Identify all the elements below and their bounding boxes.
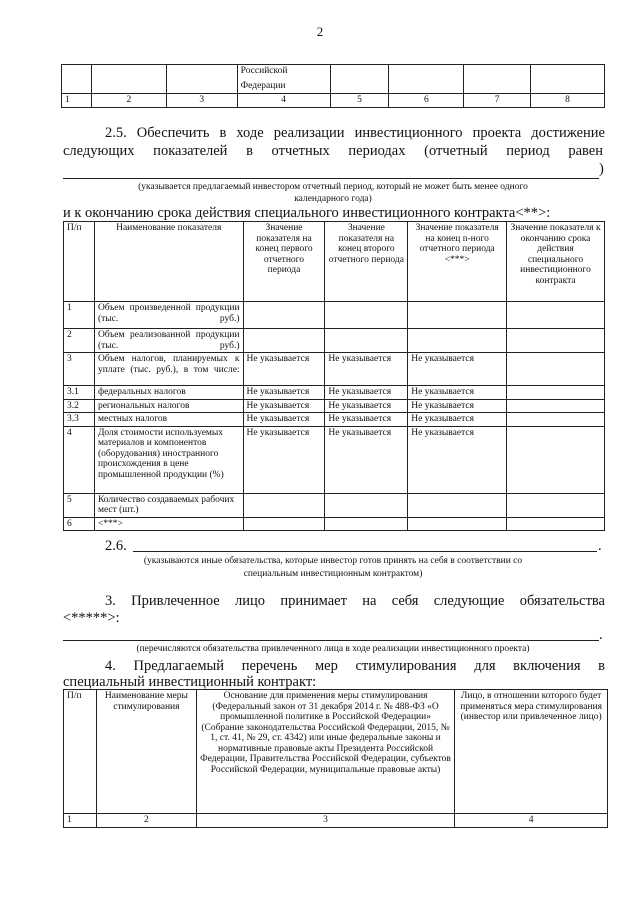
- top-cell-text-2: Федерации: [240, 80, 286, 91]
- s25-close-paren: ): [599, 161, 604, 177]
- table-cell: [243, 493, 325, 517]
- s25-line3: и к окончанию срока действия специального инвестиционного контракта<**>:: [63, 205, 551, 221]
- top-cell: [531, 65, 605, 94]
- table-row: [64, 353, 605, 386]
- na-cell: Не указывается: [325, 386, 408, 400]
- header-name: Наименование показателя: [94, 222, 243, 302]
- s25-line2: следующих показателей в отчетных периодах (отчетный период равен: [63, 143, 603, 159]
- header-pp: П/п: [64, 690, 97, 814]
- table-cell: [507, 493, 605, 517]
- s26-note-1: (указываются иные обязательства, которые инвестор готов принять на себя в соответствии со: [143, 556, 523, 566]
- s26-label: 2.6.: [105, 538, 127, 554]
- table-row: [64, 302, 605, 329]
- na-cell: Не указывается: [243, 413, 325, 427]
- na-cell: Не указывается: [408, 426, 507, 493]
- row-number: 3.2: [64, 399, 95, 413]
- header-applicable-party: Лицо, в отношении которого будет применяться мера стимулирования (инвестор или привлеченное лицо): [455, 690, 608, 814]
- na-cell: Не указывается: [325, 426, 408, 493]
- col-number: 3: [166, 94, 237, 108]
- row-number: 4: [64, 426, 95, 493]
- table-cell: [507, 329, 605, 353]
- col-number: 8: [531, 94, 605, 108]
- row-name: Объем налогов, планируемых к уплате (тыс. руб.), в том числе:: [94, 353, 243, 386]
- header-n-period: Значение показателя на конец n-ного отчетного периода <***>: [408, 222, 507, 302]
- table-cell: [507, 426, 605, 493]
- s3-end: .: [599, 627, 603, 643]
- table-cell: [325, 302, 408, 329]
- na-cell: Не указывается: [243, 386, 325, 400]
- table-row: [64, 517, 605, 531]
- measures-header-row: [64, 690, 608, 814]
- top-cell: [330, 65, 389, 94]
- row-name: Объем произведенной продукции (тыс. руб.): [94, 302, 243, 329]
- s3-note: (перечисляются обязательства привлеченного лица в ходе реализации инвестиционного проекта): [136, 644, 530, 654]
- table-cell: [507, 399, 605, 413]
- na-cell: Не указывается: [408, 413, 507, 427]
- s4-line2: специальный инвестиционный контракт:: [63, 674, 317, 690]
- table-cell: [243, 517, 325, 531]
- row-name: Объем реализованной продукции (тыс. руб.): [94, 329, 243, 353]
- row-name: Доля стоимости используемых материалов и компонентов (оборудования) иностранного происхождения в цене промышленной продукции (%): [94, 426, 243, 493]
- s26-note-2: специальным инвестиционным контрактом): [243, 569, 423, 579]
- top-table: [61, 64, 605, 108]
- top-cell-region: [237, 65, 330, 94]
- table-cell: [408, 329, 507, 353]
- header-first-period: Значение показателя на конец первого отчетного периода: [243, 222, 325, 302]
- row-name: региональных налогов: [94, 399, 243, 413]
- table-cell: [325, 493, 408, 517]
- col-number: 7: [464, 94, 531, 108]
- row-number: 1: [64, 302, 95, 329]
- table-cell: [243, 302, 325, 329]
- top-cell: [464, 65, 531, 94]
- s4-line1: 4. Предлагаемый перечень мер стимулирования для включения в: [105, 658, 605, 674]
- table-row: [64, 386, 605, 400]
- row-name: федеральных налогов: [94, 386, 243, 400]
- measures-number-row: [64, 814, 608, 828]
- s25-line1: 2.5. Обеспечить в ходе реализации инвестиционного проекта достижение: [105, 125, 605, 141]
- page-number: 2: [316, 24, 324, 39]
- table-cell: [243, 329, 325, 353]
- row-name: местных налогов: [94, 413, 243, 427]
- s25-blank-line: [63, 178, 599, 179]
- na-cell: Не указывается: [408, 353, 507, 386]
- s25-note-1: (указывается предлагаемый инвестором отчетный период, который не может быть менее одного: [138, 182, 528, 192]
- row-number: 3: [64, 353, 95, 386]
- na-cell: Не указывается: [243, 426, 325, 493]
- s3-line1: 3. Привлеченное лицо принимает на себя следующие обязательства: [105, 593, 605, 609]
- row-number: 6: [64, 517, 95, 531]
- header-second-period: Значение показателя на конец второго отчетного периода: [325, 222, 408, 302]
- s3-line2: <*****>:: [63, 610, 120, 626]
- table-row: [64, 413, 605, 427]
- col-number: 4: [455, 814, 608, 828]
- col-number: 3: [196, 814, 454, 828]
- top-cell: [389, 65, 464, 94]
- s26-blank-line: [133, 551, 597, 552]
- row-number: 2: [64, 329, 95, 353]
- s25-note-2: календарного года): [294, 194, 372, 204]
- s3-blank-line: [63, 640, 599, 641]
- header-legal-basis: Основание для применения меры стимулирования (Федеральный закон от 31 декабря 2014 г. № 488-ФЗ «О промышленной политике в Российской Федерации» (Собрание законодательства Российской Федерации, 2015, № 1, ст. 41, № 29, ст. 4342) или иные федеральные законы и нормативные правовые акты Президента Российской Федерации, Правительства Российской Федерации, субъектов Российской Федерации, муниципальные правовые акты): [196, 690, 454, 814]
- header-measure-name: Наименование меры стимулирования: [96, 690, 196, 814]
- col-number: 2: [96, 814, 196, 828]
- col-number: 4: [237, 94, 330, 108]
- row-number: 3.3: [64, 413, 95, 427]
- table-cell: [507, 302, 605, 329]
- na-cell: Не указывается: [408, 399, 507, 413]
- top-cell-text-1: Российской: [240, 66, 288, 76]
- header-pp: П/п: [64, 222, 95, 302]
- na-cell: Не указывается: [243, 353, 325, 386]
- col-number: 1: [62, 94, 92, 108]
- top-number-row: [62, 94, 605, 108]
- row-number: 5: [64, 493, 95, 517]
- col-number: 2: [91, 94, 166, 108]
- table-row: [64, 399, 605, 413]
- indicators-header-row: [64, 222, 605, 302]
- table-cell: [507, 386, 605, 400]
- table-cell: [325, 329, 408, 353]
- row-name: Количество создаваемых рабочих мест (шт.): [94, 493, 243, 517]
- table-row: [64, 426, 605, 493]
- table-cell: [408, 517, 507, 531]
- table-cell: [325, 517, 408, 531]
- col-number: 1: [64, 814, 97, 828]
- table-cell: [507, 353, 605, 386]
- top-cell: [91, 65, 166, 94]
- table-cell: [408, 302, 507, 329]
- s26-end: .: [598, 538, 602, 554]
- header-contract-end: Значение показателя к окончанию срока действия специального инвестиционного контракта: [507, 222, 605, 302]
- table-cell: [507, 517, 605, 531]
- na-cell: Не указывается: [325, 399, 408, 413]
- na-cell: Не указывается: [243, 399, 325, 413]
- table-cell: [507, 413, 605, 427]
- na-cell: Не указывается: [325, 413, 408, 427]
- table-row: [64, 329, 605, 353]
- measures-table: [63, 689, 608, 828]
- na-cell: Не указывается: [325, 353, 408, 386]
- top-cell: [62, 65, 92, 94]
- col-number: 6: [389, 94, 464, 108]
- top-cell: [166, 65, 237, 94]
- row-name: <***>: [94, 517, 243, 531]
- table-cell: [408, 493, 507, 517]
- col-number: 5: [330, 94, 389, 108]
- indicators-table: [63, 221, 605, 531]
- table-row: [64, 493, 605, 517]
- row-number: 3.1: [64, 386, 95, 400]
- na-cell: Не указывается: [408, 386, 507, 400]
